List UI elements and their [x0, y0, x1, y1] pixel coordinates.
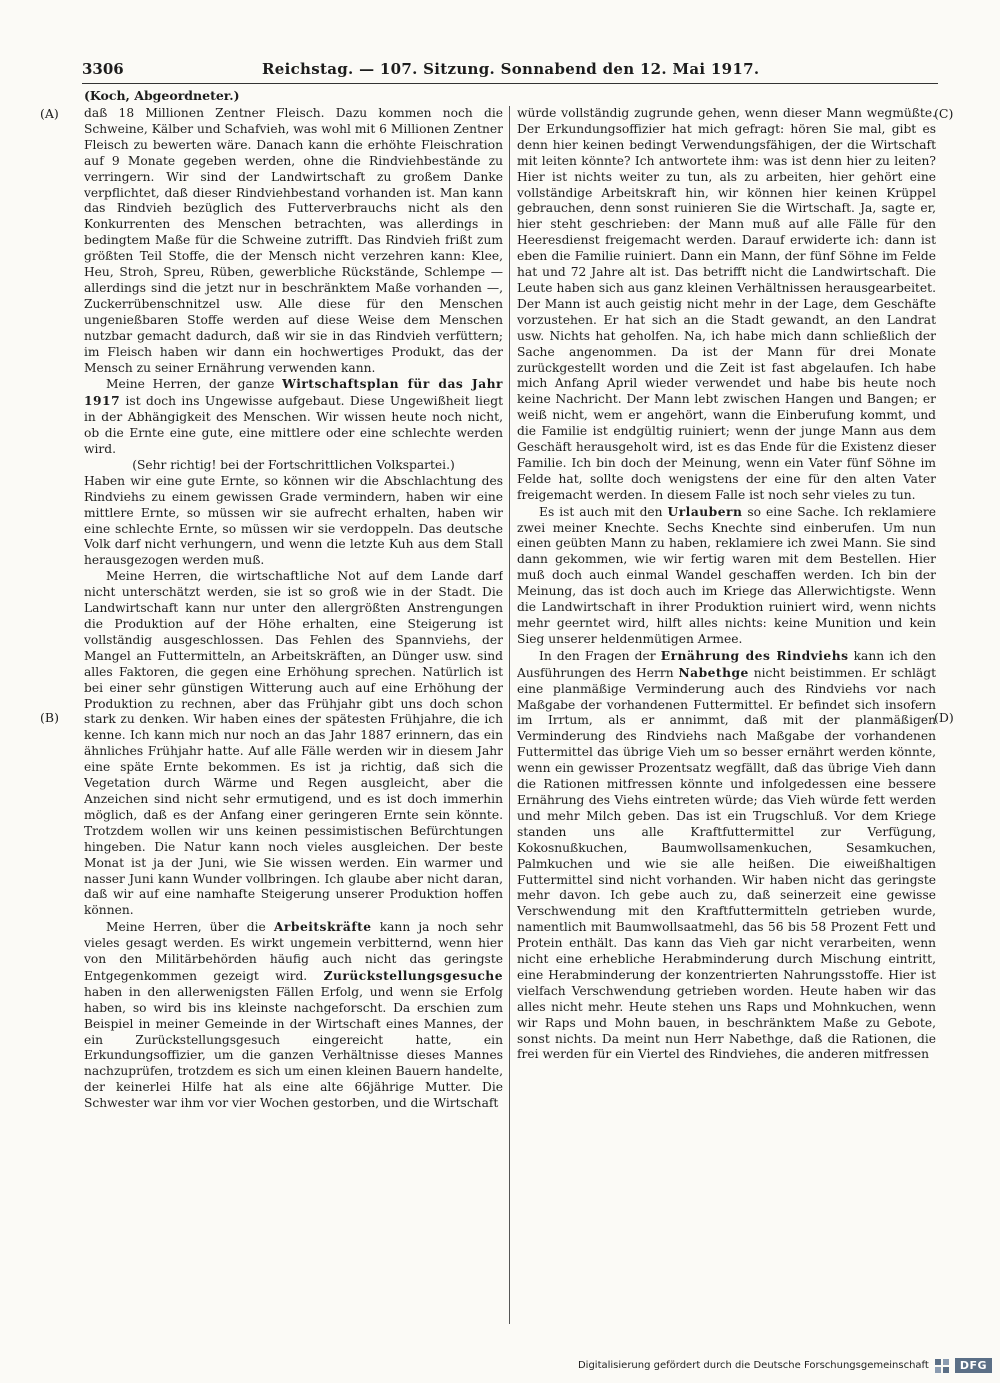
paragraph-text: Meine Herren, die wirtschaftliche Not auf dem Lande darf nicht unterschätzt werden, sie ist so groß wie in der Stadt. Die Landwirtschaft kann nur unter den allergrößten Anstrengungen die Produktion auf der Höhe erhalten, eine Steigerung ist vollständig ausgeschlossen. Das Fehlen des Spannviehs, der Mangel an Futtermitteln, an Arbeitskräften, an Dünger usw. sind alles Faktoren, die gegen eine Erhöhung sprechen. Natürlich ist bei einer sehr günstigen Witterung auch auf eine Erhöhung der Produktion zu rechnen, aber das Frühjahr gibt uns doch schon stark zu denken. Wir haben eines der spätesten Frühjahre, die ich kenne. Ich kann mich nur noch an das Jahr 1887 erinnern, das ein ähnliches Frühjahr hatte. Auf alle Fälle werden wir in diesem Jahr eine späte Ernte bekommen. Es ist ja richtig, daß sich die Vegetation durch Wärme und Regen ausgleicht, aber die Anzeichen sind nicht sehr ermutigend, und es ist doch immerhin möglich, daß es der Anfang einer geringeren Ernte sein könnte. Trotzdem wollen wir uns keinen pessimistischen Befürchtungen hingeben. Die Natur kann noch vieles ausgleichen. Der beste Monat ist ja der Juni, wie Sie wissen werden. Ein warmer und nasser Juni kann Wunder vollbringen. Ich glaube aber nicht daran, daß wir auf eine namhafte Steigerung unserer Produktion hoffen können.	[84, 569, 503, 918]
paragraph-text: In den Fragen der	[539, 648, 661, 663]
footer-credit: Digitalisierung gefördert durch die Deutsche Forschungsgemeinschaft	[577, 1360, 929, 1371]
dfg-logo-text: DFG	[955, 1358, 992, 1373]
margin-marker-d: (D)	[934, 710, 954, 725]
margin-marker-b: (B)	[40, 710, 59, 725]
left-column	[84, 106, 503, 1324]
paragraph-text: Meine Herren, über die	[106, 920, 274, 935]
paragraph	[84, 376, 503, 458]
running-head: Reichstag. — 107. Sitzung. Sonnabend den 12. Mai 1917.	[262, 60, 760, 78]
paragraph-text: nicht beistimmen. Er schlägt eine planmäßige Verminderung auch des Rindviehs vor nach Maßgabe der vorhandenen Futtermittel. Er befindet sich insofern im Irrtum, als er annimmt, daß mit der planmäßigen Verminderung des Rindviehs nach Maßgabe der vorhandenen Futtermittel das übrige Vieh um so besser ernährt werden könnte, wenn ein gewisser Prozentsatz wegfällt, daß das übrige Vieh dann die Rationen mitfressen könnte und infolgedessen eine bessere Ernährung des Viehs eintreten würde; das Vieh würde fett werden und mehr Milch geben. Das ist ein Trugschluß. Vor dem Kriege standen uns alle Kraftfuttermittel zur Verfügung, Kokosnußkuchen, Baumwollsamenkuchen, Sesamkuchen, Palmkuchen und wie sie alle heißen. Die eiweißhaltigen Futtermittel sind nicht vorhanden. Wir haben nicht das geringste mehr davon. Ich gebe auch zu, daß seinerzeit eine gewisse Verschwendung mit den Kraftfuttermitteln getrieben wurde, namentlich mit Baumwollsaatmehl, das 56 bis 58 Prozent Fett und Protein enthält. Das kann das Vieh gar nicht verarbeiten, wenn nicht eine erhebliche Herabminderung durch Mischung eintritt, eine Herabminderung der konzentrierten Nahrungsstoffe. Hier ist vielfach Verschwendung getrieben worden. Heute haben wir das alles nicht mehr. Heute stehen uns Raps und Mohnkuchen, wenn wir Raps und Mohn bauen, in beschränktem Maße zu Gebote, sonst nichts. Da meint nun Herr Nabethge, daß die Rationen, die frei werden für ein Viertel des Rindviehes, die anderen mitfressen	[517, 665, 936, 1062]
paragraph-text: würde vollständig zugrunde gehen, wenn dieser Mann wegmüßte. Der Erkundungsoffizier hat mich gefragt: hören Sie mal, gibt es denn hier keinen bedingt Verwendungsfähigen, der die Wirtschaft mit leiten könnte? Ich antwortete ihm: was ist denn hier zu leiten? Hier ist nichts weiter zu tun, als zu arbeiten, hier gehört eine vollständige Arbeitskraft hin, wir können hier keinen Krüppel gebrauchen, denn sonst ruinieren Sie die Wirtschaft. Ja, sagte er, hier steht geschrieben: der Mann muß auf alle Fälle für den Heeresdienst freigemacht werden. Darauf erwiderte ich: dann ist eben die Familie ruiniert. Dann ein Mann, der fünf Söhne im Felde hat und 72 Jahre alt ist. Das betrifft nicht die Landwirtschaft. Die Leute haben sich aus ganz kleinen Verhältnissen herausgearbeitet. Der Mann ist auch geistig nicht mehr in der Lage, dem Geschäfte vorzustehen. Er hat sich an die Stadt gewandt, an den Landrat usw. Nichts hat geholfen. Na, ich habe mich dann schließlich der Sache angenommen. Da ist der Mann für drei Monate zurückgestellt worden und die Zeit ist fast abgelaufen. Ich habe mich Anfang April wieder verwendet und habe bis heute noch keine Nachricht. Der Mann lebt zwischen Hangen und Bangen; er weiß nicht, wem er angehört, wann die Einberufung kommt, und die Familie ist endgültig ruiniert; wenn der junge Mann aus dem Geschäft herausgeholt wird, ist es das Ende für die Existenz dieser Familie. Ich bin doch der Meinung, wenn ein Vater fünf Söhne im Felde hat, sollte doch wenigstens der eine für den alten Vater freigemacht werden. In diesem Falle ist noch sehr vieles zu tun.	[517, 106, 936, 502]
paragraph-text: (Sehr richtig! bei der Fortschrittlichen Volkspartei.)	[132, 457, 455, 472]
page-header	[82, 60, 938, 82]
margin-marker-c: (C)	[934, 106, 954, 121]
paragraph-text: Es ist auch mit den	[539, 504, 668, 519]
header-rule	[82, 83, 938, 84]
paragraph-text: kann ja noch sehr vieles gesagt werden. Es wirkt ungemein verbitternd, wenn hier von den Militärbehörden häufig auch nicht das geringste Entgegenkommen gezeigt wird.	[84, 920, 503, 983]
column-divider	[509, 106, 510, 1324]
paragraph-text: daß 18 Millionen Zentner Fleisch. Dazu kommen noch die Schweine, Kälber und Schafvieh, was wohl mit 6 Millionen Zentner Fleisch zu bewerten wäre. Danach kann die erhöhte Fleischration auf 9 Monate gegeben werden, ohne die Rindviehbestände zu verringern. Wir sind der Landwirtschaft zu großem Danke verpflichtet, daß dieser Rindviehbestand vorhanden ist. Man kann das Rindvieh bezüglich des Futterverbrauchs nicht als den Konkurrenten des Menschen betrachten, was allerdings in bedingtem Maße für die Schweine zutrifft. Das Rindvieh frißt zum größten Teil Stoffe, die der Mensch nicht verzehren kann: Klee, Heu, Stroh, Spreu, Rüben, gewerbliche Rückstände, Schlempe — allerdings sind die jetzt nur in beschränktem Maße vorhanden —, Zuckerrübenschnitzel usw. Alle diese für den Menschen ungenießbaren Stoffe werden auf diese Weise dem Menschen nutzbar gemacht dadurch, daß wir sie in das Rindvieh verfüttern; im Fleisch haben wir dann ein hochwertiges Produkt, das der Mensch zu seiner Ernährung verwenden kann.	[84, 106, 503, 375]
emphasized-text: Nabethge	[678, 664, 749, 680]
paragraph	[517, 106, 936, 504]
emphasized-text: Urlaubern	[667, 503, 743, 519]
paragraph	[84, 474, 503, 569]
paragraph	[84, 919, 503, 1112]
footer	[578, 1358, 992, 1373]
paragraph-text: so eine Sache. Ich reklamiere zwei meiner Knechte. Sechs Knechte sind einberufen. Um nun einen geübten Mann zu haben, reklamiere ich zwei Mann. Sie sind dann gekommen, wie wir fertig waren mit dem Bestellen. Hier muß doch auch einmal Wandel geschaffen werden. Ich bin der Meinung, das ist doch auch im Kriege das Allerwichtigste. Wenn die Landwirtschaft in ihrer Produktion ruiniert wird, wenn nichts mehr geerntet wird, hilft alles nichts: keine Munition und kein Sieg unserer heldenmütigen Armee.	[517, 504, 936, 646]
paragraph-text: haben in den allerwenigsten Fällen Erfolg, und wenn sie Erfolg haben, so wird bis ins kleinste nachgeforscht. Da erschien zum Beispiel in meiner Gemeinde in der Wirtschaft eines Mannes, der ein Zurückstellungsgesuch eingereicht hatte, ein Erkundungsoffizier, um die ganzen Verhältnisse dieses Mannes nachzuprüfen, trotzdem es sich um einen kleinen Bauern handelte, der keinerlei Hilfe hat als eine alte 66jährige Mutter. Die Schwester war ihm vor vier Wochen gestorben, und die Wirtschaft	[84, 984, 503, 1111]
paragraph-text: kann ich den Ausführungen des Herrn	[517, 648, 936, 680]
right-column	[517, 106, 936, 1324]
emphasized-text: Ernährung des Rindviehs	[660, 647, 849, 663]
speaker-note: (Koch, Abgeordneter.)	[84, 88, 240, 103]
paragraph	[84, 458, 503, 474]
margin-marker-a: (A)	[40, 106, 59, 121]
paragraph-text: Haben wir eine gute Ernte, so können wir die Abschlachtung des Rindviehs zu einem gewissen Grade vermindern, haben wir eine mittlere Ernte, so müssen wir sie aufrecht erhalten, haben wir eine schlechte Ernte, so müssen wir sie verdoppeln. Das deutsche Volk darf nicht verhungern, und wenn die letzte Kuh aus dem Stall herausgezogen werden muß.	[84, 473, 503, 568]
paragraph	[84, 569, 503, 919]
page-number: 3306	[82, 60, 124, 78]
paragraph	[517, 504, 936, 648]
emphasized-text: Wirtschaftsplan für das Jahr 1917	[84, 376, 503, 409]
paragraph-text: ist doch ins Ungewisse aufgebaut. Diese Ungewißheit liegt in der Abhängigkeit des Menschen. Wir wissen heute noch nicht, ob die Ernte eine gute, eine mittlere oder eine schlechte werden wird.	[84, 394, 503, 457]
emphasized-text: Arbeitskräfte	[273, 919, 372, 935]
paragraph	[84, 106, 503, 376]
emphasized-text: Zurückstellungsgesuche	[323, 967, 503, 983]
paragraph-text: Meine Herren, der ganze	[106, 377, 283, 392]
paragraph	[517, 648, 936, 1064]
dfg-logo-icon	[935, 1359, 949, 1373]
